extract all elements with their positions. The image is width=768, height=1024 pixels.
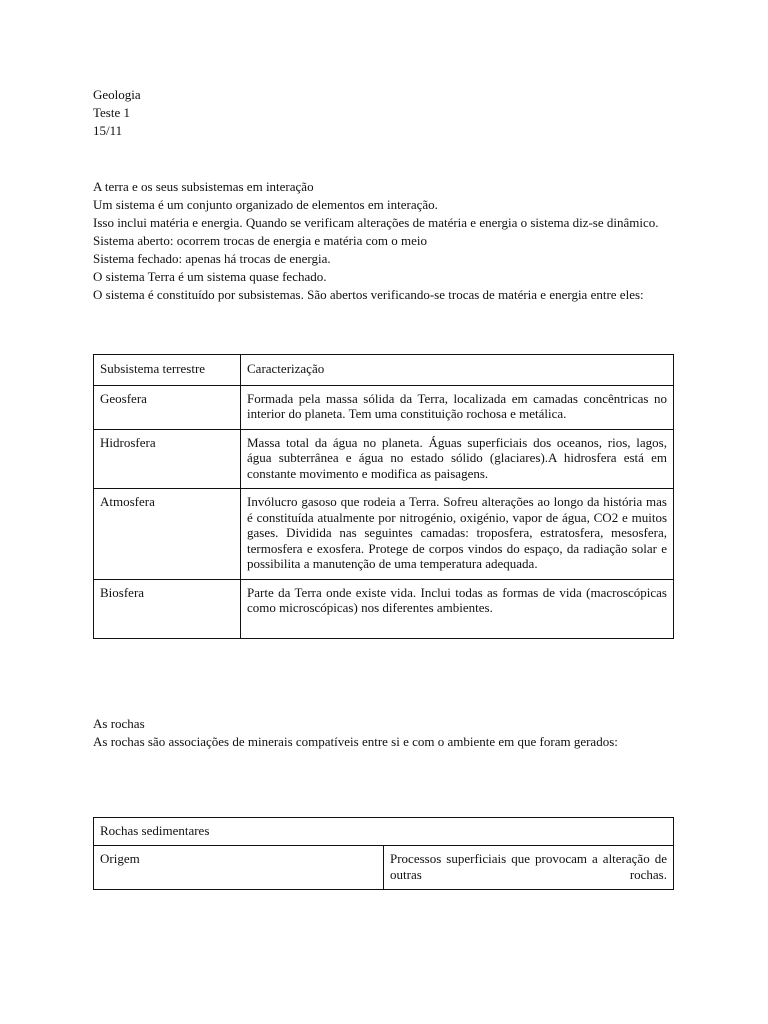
date-line: 15/11: [93, 123, 123, 138]
paragraph: Sistema aberto: ocorrem trocas de energia e matéria com o meio: [93, 233, 428, 248]
table-cell-description: Parte da Terra onde existe vida. Inclui todas as formas de vida (macroscópicas como microscópicas) nos diferentes ambientes.: [241, 579, 674, 638]
table-header-cell: Subsistema terrestre: [94, 355, 241, 386]
document-content: [93, 86, 674, 890]
paragraph: As rochas são associações de minerais compatíveis entre si e com o ambiente em que foram gerados:: [93, 733, 618, 749]
section-title-rochas: As rochas: [93, 715, 145, 731]
table-row: [94, 385, 674, 429]
table-cell-name: Geosfera: [94, 385, 241, 429]
table-cell-description: Processos superficiais que provocam a alteração de outras rochas.: [384, 845, 674, 889]
paragraph: O sistema é constituído por subsistemas. São abertos verificando-se trocas de matéria e energia entre eles:: [93, 287, 644, 302]
table-cell-name: Atmosfera: [94, 489, 241, 580]
table-cell-name: Biosfera: [94, 579, 241, 638]
test-line: Teste 1: [93, 105, 130, 120]
paragraph: Um sistema é um conjunto organizado de elementos em interação.: [93, 197, 438, 212]
paragraph: Isso inclui matéria e energia. Quando se verificam alterações de matéria e energia o sistema diz-se dinâmico.: [93, 215, 659, 230]
table-cell-description: Massa total da água no planeta. Águas superficiais dos oceanos, rios, lagos, água subterrânea e água no estado sólido (glaciares).A hidrosfera está em constante movimento e modifica as paisagens.: [241, 429, 674, 489]
table-row: [94, 429, 674, 489]
subject-line: Geologia: [93, 87, 141, 102]
paragraph: Sistema fechado: apenas há trocas de energia.: [93, 251, 331, 266]
table-header-cell: Caracterização: [241, 355, 674, 386]
table-header-row: [94, 355, 674, 386]
rochas-table: [93, 817, 674, 890]
table-cell-description: Formada pela massa sólida da Terra, localizada em camadas concêntricas no interior do planeta. Tem uma constituição rochosa e metálica.: [241, 385, 674, 429]
paragraph: O sistema Terra é um sistema quase fechado.: [93, 269, 327, 284]
table-row: [94, 579, 674, 638]
table-title-cell: Rochas sedimentares: [94, 817, 674, 845]
table-cell-name: Hidrosfera: [94, 429, 241, 489]
table-row: [94, 489, 674, 580]
table-cell-name: Origem: [94, 845, 384, 889]
table-cell-description: Invólucro gasoso que rodeia a Terra. Sofreu alterações ao longo da história mas é constituída atualmente por nitrogénio, oxigénio, vapor de água, CO2 e muitos gases. Dividida nas seguintes camadas: troposfera, estratosfera, mesosfera, termosfera e exosfera. Protege de corpos vindos do espaço, da radiação solar e possibilita a manutenção de uma temperatura adequada.: [241, 489, 674, 580]
table-title-row: [94, 817, 674, 845]
section-title-subsistemas: A terra e os seus subsistemas em interação: [93, 179, 314, 194]
table-row: [94, 845, 674, 889]
subsistemas-table: [93, 354, 674, 639]
